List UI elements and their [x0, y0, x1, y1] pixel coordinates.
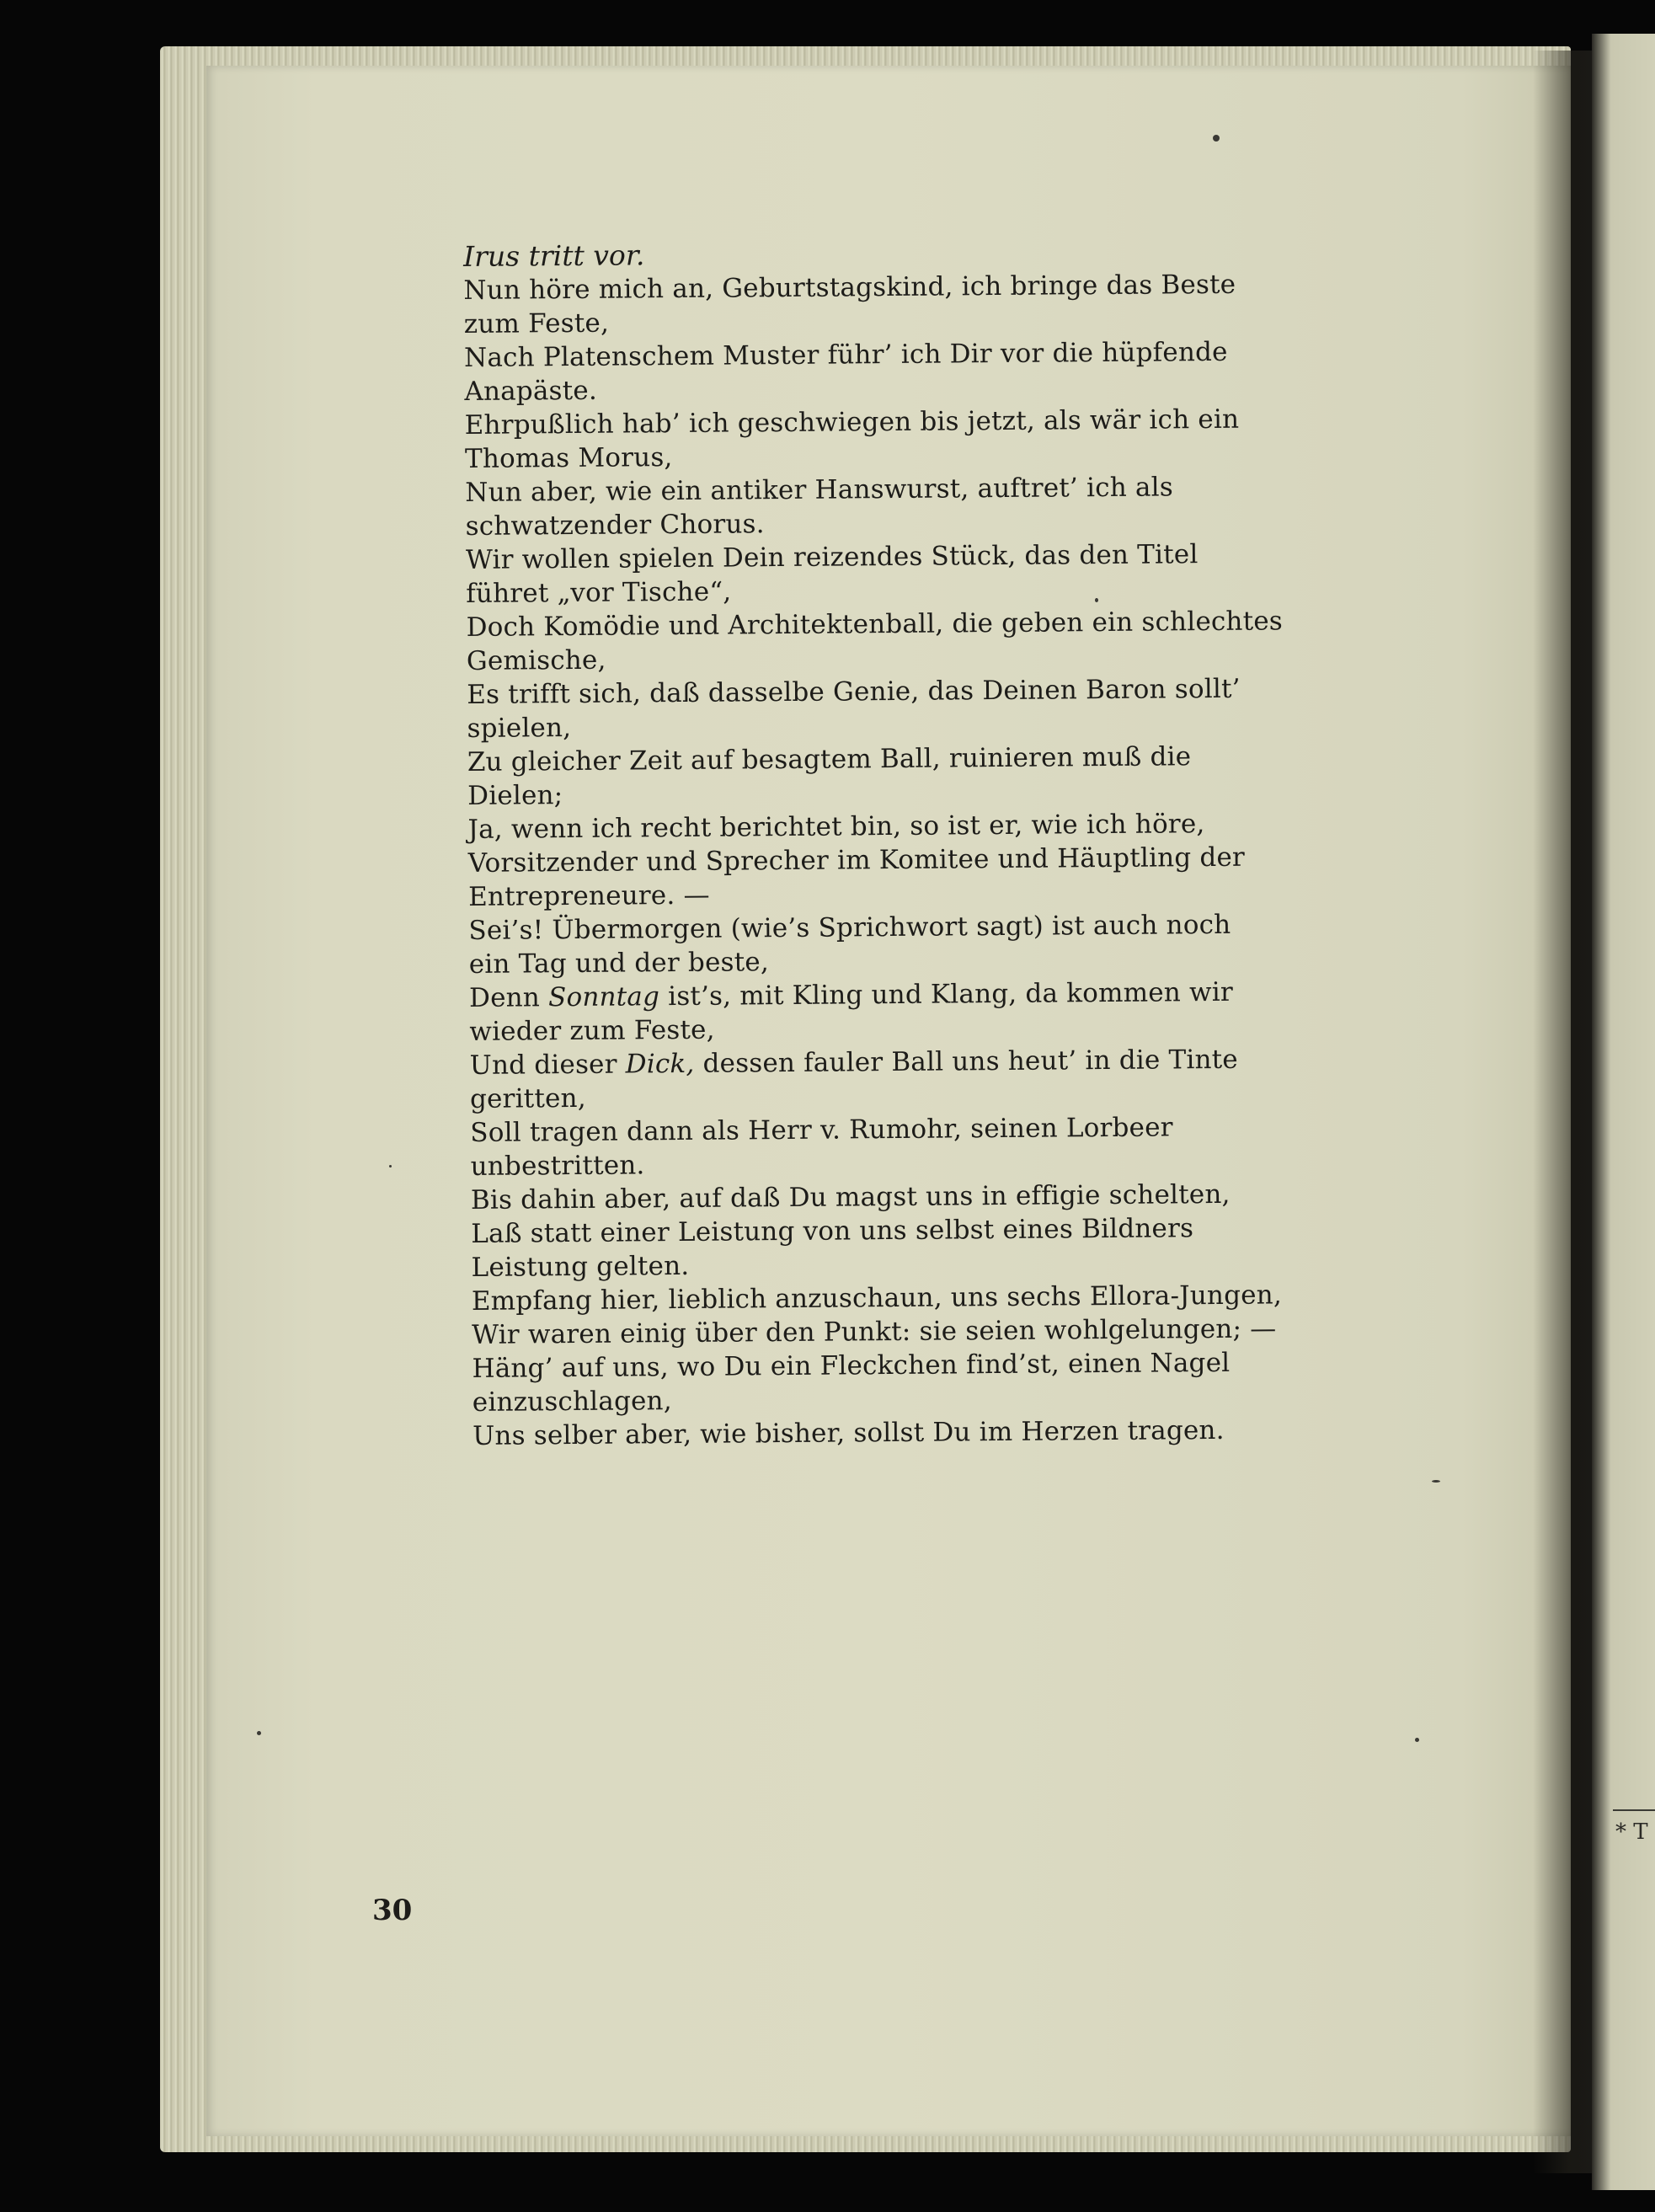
text-segment: Anapäste.: [464, 375, 598, 407]
spine-shadow: [1533, 51, 1592, 2173]
text-segment: Und dieser: [469, 1049, 626, 1081]
page-number: 30: [372, 1894, 413, 1927]
text-segment: Laß statt einer Leistung von uns selbst eines Bildners: [471, 1213, 1194, 1249]
text-segment: Nun aber, wie ein antiker Hanswurst, auftret’ ich als: [465, 472, 1174, 508]
text-segment: Wir waren einig über den Punkt: sie seien wohlgelungen; —: [472, 1313, 1277, 1350]
text-segment: ist’s, mit Kling und Klang, da kommen wir: [659, 976, 1234, 1012]
text-segment: Wir wollen spielen Dein reizendes Stück, das den Titel: [465, 539, 1199, 575]
verse-text-block: [463, 233, 1382, 1453]
verse-line: [467, 671, 1376, 712]
text-segment: Ehrpußlich hab’ ich geschwiegen bis jetzt, als wär ich ein: [464, 403, 1240, 441]
text-segment: spielen,: [467, 713, 572, 744]
verse-line: [472, 1311, 1381, 1351]
text-segment: Dielen;: [467, 780, 563, 811]
text-segment: Ja, wenn ich recht berichtet bin, so ist er, wie ich höre,: [467, 809, 1205, 845]
verse-line: [466, 604, 1375, 644]
text-segment: Denn: [468, 982, 549, 1013]
text-segment: Gemische,: [466, 644, 606, 676]
text-segment: zum Feste,: [463, 307, 610, 339]
text-segment: Bis dahin aber, auf daß Du magst uns in effigie schelten,: [470, 1178, 1231, 1216]
paper-speck: [1213, 135, 1220, 142]
facing-page-footnote: * T: [1615, 1819, 1648, 1845]
paper-speck: [389, 1165, 392, 1167]
facing-page-edge: [1592, 34, 1655, 2190]
text-segment: Zu gleicher Zeit auf besagtem Ball, ruinieren muß die: [467, 741, 1192, 777]
text-segment: geritten,: [469, 1082, 586, 1114]
text-segment: Vorsitzender und Sprecher im Komitee und Häuptling der: [467, 842, 1246, 879]
text-segment: ein Tag und der beste,: [468, 947, 770, 980]
text-segment: Empfang hier, lieblich anzuschaun, uns sechs Ellora-Jungen,: [471, 1280, 1283, 1317]
text-segment: Nach Platenschem Muster führ’ ich Dir vor die hüpfende: [463, 336, 1228, 373]
text-segment: Es trifft sich, daß dasselbe Genie, das Deinen Baron sollt’: [467, 673, 1241, 710]
text-segment: Uns selber aber, wie bisher, sollst Du im Herzen tragen.: [472, 1414, 1225, 1451]
text-segment: führet „vor Tische“,: [466, 576, 732, 609]
verse-line: [468, 839, 1378, 879]
text-segment: Leistung gelten.: [471, 1250, 690, 1283]
text-segment: Thomas Morus,: [464, 442, 673, 474]
text-segment: Doch Komödie und Architektenball, die geben ein schlechtes: [466, 606, 1284, 643]
text-segment: Nun höre mich an, Geburtstagskind, ich bringe das Beste: [463, 269, 1236, 306]
text-segment: Sei’s! Übermorgen (wie’s Sprichwort sagt) ist auch noch: [468, 909, 1231, 946]
text-segment: Entrepreneure. —: [467, 879, 710, 912]
italic-text: Dick,: [625, 1048, 695, 1080]
verse-line: [465, 402, 1375, 442]
verse-lines: [463, 267, 1382, 1453]
paper-speck: [257, 1731, 261, 1735]
footnote-rule: [1613, 1809, 1655, 1811]
text-segment: schwatzender Chorus.: [465, 509, 765, 542]
stage-direction-heading: Irus tritt vor.: [463, 238, 645, 273]
text-segment: einzuschlagen,: [472, 1386, 672, 1418]
paper-speck: [1432, 1480, 1440, 1483]
text-segment: Häng’ auf uns, wo Du ein Fleckchen find’st, einen Nagel: [472, 1347, 1231, 1384]
paper-speck: [1415, 1738, 1419, 1742]
italic-text: Sonntag: [547, 981, 660, 1013]
text-segment: unbestritten.: [470, 1150, 645, 1182]
text-segment: wieder zum Feste,: [469, 1014, 715, 1047]
verse-line: [472, 1412, 1382, 1452]
text-segment: dessen fauler Ball uns heut’ in die Tinte: [694, 1044, 1239, 1079]
text-segment: Soll tragen dann als Herr v. Rumohr, seinen Lorbeer: [470, 1112, 1173, 1148]
